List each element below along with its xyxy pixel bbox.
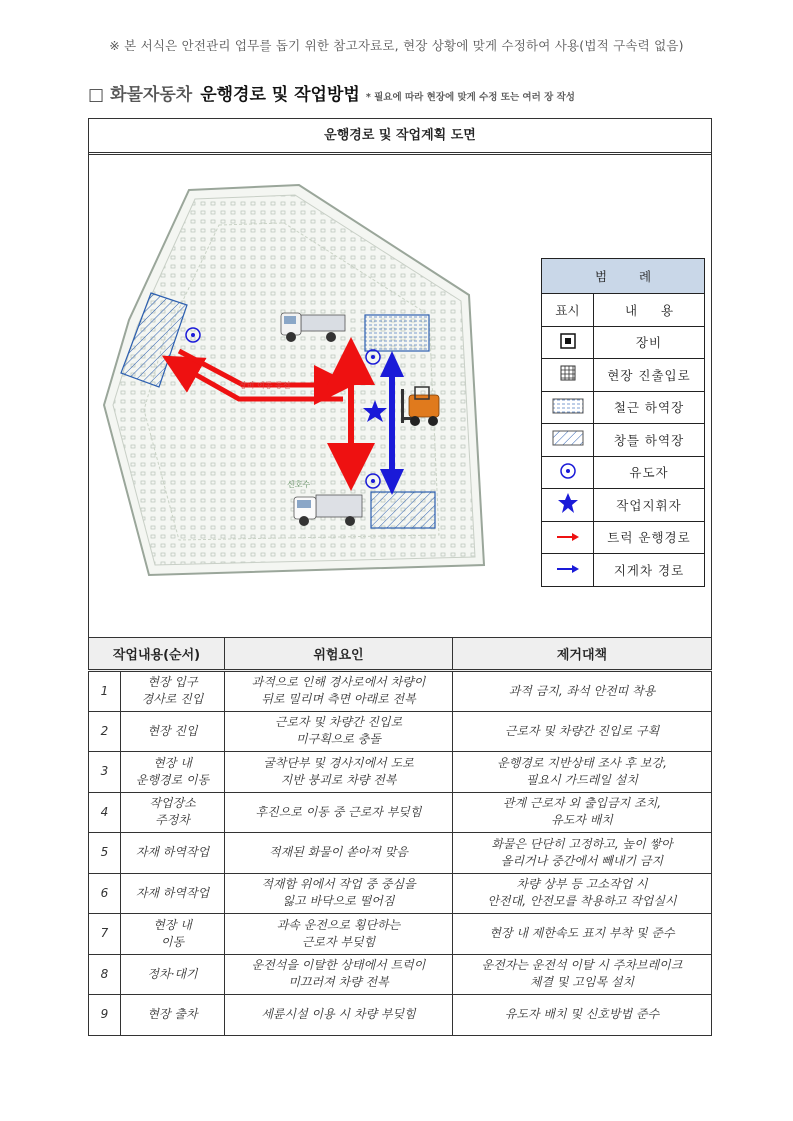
- measure-cell: 차량 상부 등 고소작업 시 안전대, 안전모를 착용하고 작업실시: [453, 873, 712, 914]
- legend-item-label: 지게차 경로: [594, 554, 705, 587]
- plan-header: 운행경로 및 작업계획 도면: [89, 119, 711, 155]
- header-task: 작업내용(순서): [89, 638, 225, 671]
- legend-table: [541, 258, 705, 587]
- title-note: * 필요에 따라 현장에 맞게 수정 또는 여러 장 작성: [365, 92, 575, 103]
- title-main: 운행경로 및 작업방법: [200, 85, 360, 105]
- task-cell: 자재 하역작업: [121, 873, 225, 914]
- row-number: 1: [89, 671, 121, 712]
- risk-cell: 과적으로 인해 경사로에서 차량이 뒤로 밀리며 측면 아래로 전복: [225, 671, 453, 712]
- page-title: [88, 80, 728, 105]
- work-plan-table: [88, 637, 712, 1036]
- legend-item-label: 현장 진출입로: [594, 359, 705, 392]
- legend-truck-route-symbol: [542, 521, 594, 554]
- row-number: 5: [89, 833, 121, 874]
- disclaimer-note: ※ 본 서식은 안전관리 업무를 돕기 위한 참고자료로, 현장 상황에 맞게 수정하여 사용(법적 구속력 없음): [109, 38, 684, 53]
- risk-cell: 후진으로 이동 중 근로자 부딪힘: [225, 792, 453, 833]
- gate-map-label: 신호수: [287, 480, 311, 489]
- legend-item-label: 작업지휘자: [594, 489, 705, 522]
- legend-equipment-symbol: [542, 326, 594, 359]
- title-prefix: 화물자동차: [110, 85, 193, 105]
- risk-cell: 세륜시설 이용 시 차량 부딪힘: [225, 995, 453, 1036]
- row-number: 4: [89, 792, 121, 833]
- route-map-label: 장비 이동 동선: [239, 381, 291, 390]
- header-risk: 위험요인: [225, 638, 453, 671]
- header-measure: 제거대책: [453, 638, 712, 671]
- table-row: [89, 792, 712, 833]
- row-number: 2: [89, 711, 121, 752]
- risk-cell: 근로자 및 차량간 진입로 미구획으로 충돌: [225, 711, 453, 752]
- task-cell: 현장 내 운행경로 이동: [121, 752, 225, 793]
- row-number: 6: [89, 873, 121, 914]
- legend-title: 범 례: [542, 259, 705, 294]
- rebar-unloading-icon: [552, 398, 584, 414]
- legend-item-label: 유도자: [594, 456, 705, 489]
- task-cell: 현장 진입: [121, 711, 225, 752]
- table-row: [89, 711, 712, 752]
- risk-cell: 적재된 화물이 쏟아져 맞음: [225, 833, 453, 874]
- table-row: [89, 833, 712, 874]
- task-cell: 정차·대기: [121, 954, 225, 995]
- task-cell: 현장 내 이동: [121, 914, 225, 955]
- forklift-route-arrow-icon: [556, 564, 580, 574]
- plan-frame: [88, 118, 712, 638]
- row-number: 8: [89, 954, 121, 995]
- table-row: [89, 914, 712, 955]
- legend-forklift-route-symbol: [542, 554, 594, 587]
- risk-cell: 과속 운전으로 횡단하는 근로자 부딪힘: [225, 914, 453, 955]
- legend-entrance-symbol: [542, 359, 594, 392]
- table-row: [89, 752, 712, 793]
- task-cell: 자재 하역작업: [121, 833, 225, 874]
- commander-star-icon: [557, 492, 579, 514]
- legend-guide-symbol: [542, 456, 594, 489]
- rebar-yard-zone: [365, 315, 429, 351]
- table-row: [89, 671, 712, 712]
- legend-item-label: 장비: [594, 326, 705, 359]
- legend-item-label: 트럭 운행경로: [594, 521, 705, 554]
- risk-cell: 운전석을 이탈한 상태에서 트럭이 미끄러져 차량 전복: [225, 954, 453, 995]
- legend-form-symbol: [542, 424, 594, 457]
- form-unloading-icon: [552, 430, 584, 446]
- site-map-area: [89, 155, 710, 635]
- legend-col-symbol: 표시: [542, 294, 594, 327]
- task-cell: 현장 출차: [121, 995, 225, 1036]
- measure-cell: 운행경로 지반상태 조사 후 보강, 필요시 가드레일 설치: [453, 752, 712, 793]
- legend-commander-symbol: [542, 489, 594, 522]
- legend-col-content: 내 용: [594, 294, 705, 327]
- legend-rebar-symbol: [542, 391, 594, 424]
- guide-icon: [559, 462, 577, 480]
- work-table-body: [89, 671, 712, 1036]
- measure-cell: 과적 금지, 좌석 안전띠 착용: [453, 671, 712, 712]
- table-row: [89, 954, 712, 995]
- risk-cell: 굴착단부 및 경사지에서 도로 지반 붕괴로 차량 전복: [225, 752, 453, 793]
- table-row: [89, 873, 712, 914]
- title-checkbox-mark: □: [88, 85, 105, 105]
- measure-cell: 관계 근로자 외 출입금지 조치, 유도자 배치: [453, 792, 712, 833]
- legend-item-label: 철근 하역장: [594, 391, 705, 424]
- table-row: [89, 995, 712, 1036]
- measure-cell: 현장 내 제한속도 표지 부착 및 준수: [453, 914, 712, 955]
- legend-item-label: 창틀 하역장: [594, 424, 705, 457]
- truck-route-arrow-icon: [556, 532, 580, 542]
- site-entrance-icon: [560, 365, 576, 381]
- risk-cell: 적재함 위에서 작업 중 중심을 잃고 바닥으로 떨어짐: [225, 873, 453, 914]
- row-number: 3: [89, 752, 121, 793]
- task-cell: 현장 입구 경사로 진입: [121, 671, 225, 712]
- measure-cell: 화물은 단단히 고정하고, 높이 쌓아 올리거나 중간에서 빼내기 금지: [453, 833, 712, 874]
- equipment-icon: [560, 333, 576, 349]
- measure-cell: 근로자 및 차량간 진입로 구획: [453, 711, 712, 752]
- form-yard-zone: [371, 492, 435, 528]
- measure-cell: 운전자는 운전석 이탈 시 주차브레이크 체결 및 고임목 설치: [453, 954, 712, 995]
- row-number: 9: [89, 995, 121, 1036]
- task-cell: 작업장소 주정차: [121, 792, 225, 833]
- measure-cell: 유도자 배치 및 신호방법 준수: [453, 995, 712, 1036]
- work-table-header: [89, 638, 712, 671]
- row-number: 7: [89, 914, 121, 955]
